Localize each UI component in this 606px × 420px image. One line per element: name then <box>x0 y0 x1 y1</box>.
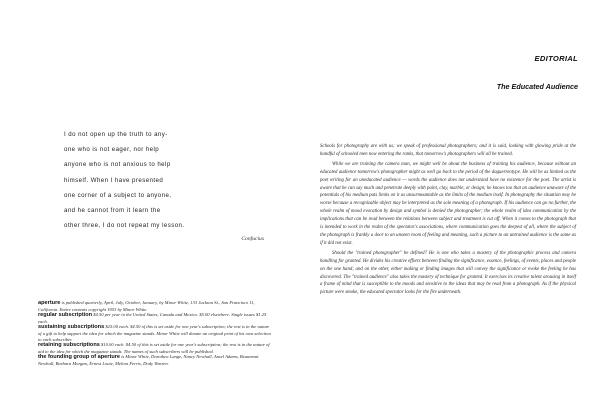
article-paragraph: Schools for photography are with us; we speak of professional photographers; and it is said, looking with glowing pride at the handful of schooled men now entering the ranks, that tomorrow's photographers will all be trained. <box>320 144 576 157</box>
epigraph-quote <box>64 127 264 233</box>
colophon-text: is Minor White, Dorothea Lange, Nancy Newhall, Ansel Adams, Beaumont Newhall, Barbara Morgan, Ernest Louie, Melton Ferris, Dody Warren. <box>38 354 259 366</box>
article-paragraph: While we are training the camera man, we might well be about the business of training his audience, because without an educated audience tomorrow's photographer might as well go back to the period of the daguerreotype. He will be as limited as the poet writing for an uneducated audience — words the audience does not understand have no existence for the poet. The artist is aware that he can say much and penetrate deeply with paint, clay, marble, or design; he knows too that an audience unaware of the potentials of his medium puts limits on it as unsurmountable as the limits of the medium itself. In photography the situation may be worse because a recognizable object may be interpreted as the sole meaning of a photograph. If his audience can go no further, the whole realm of mood evocation by design and symbol is denied the photographer; the whole realm of idea communication by the implications that can be read between the relations between subject and treatment is cut off. When it comes to the photograph that is intended to work in the realm of the spectator's associations, where communication goes the deepest of all, where the subject of the photograph is frankly a door to an unseen room of feeling and meaning, such a picture to an untrained audience is the same as if it did not exist. <box>320 161 576 246</box>
article-body <box>320 143 576 299</box>
colophon <box>38 300 274 367</box>
quote-attribution: Confucius <box>241 236 264 242</box>
colophon-retaining <box>38 342 274 354</box>
quote-line: other three, I do not repeat my lesson. <box>64 222 185 230</box>
article-paragraph: Should the "trained photographer" be defined? He is one who takes a mastery of the photographic process and camera handling for granted. He divides his creative efforts between finding the significance, essence, feelings, of events, places and people on the one hand; and on the other, either making or finding images that will convey the significance or evoke the feeling he has discovered. The "trained audience" also takes the mastery of technique for granted. It exercises its creative talent arousing in itself a frame of mind that is susceptible to the moods and sensitive to the ideas that may be read from a photograph. As if the physical picture were smoke, the educated spectator looks for the fire underneath. <box>320 250 576 296</box>
colophon-text: $4.50 per year in the United States, Canada and Mexico. $5.00 elsewhere. Single issues $1.25 each. <box>38 312 267 324</box>
colophon-heading: regular subscription <box>38 312 93 319</box>
colophon-heading: the founding group of aperture <box>38 354 121 361</box>
quote-line: and he cannot from it learn the <box>64 207 161 215</box>
colophon-heading: aperture <box>38 300 61 306</box>
colophon-publication <box>38 300 274 312</box>
colophon-text: $10.00 each. $4.50 of this is set aside for one year's subscription; the rest is in the nature of aid to the idea for which the magazine stands. The names of such subscribers will be published. <box>38 342 270 354</box>
quote-line: anyone who is not anxious to help <box>64 161 171 169</box>
colophon-heading: retaining subscriptions <box>38 342 100 349</box>
quote-line: one who is not eager, nor help <box>64 146 160 154</box>
colophon-regular <box>38 312 274 324</box>
colophon-heading: sustaining subscriptions <box>38 324 105 331</box>
colophon-text: is published quarterly, April, July, October, January, by Minor White, 133 Jackson St., San Francisco 11, California. Entire contents copyright 1953 by Minor White. <box>38 300 255 312</box>
section-label: EDITORIAL <box>534 54 578 63</box>
quote-line: one corner of a subject to anyone, <box>64 191 172 199</box>
quote-line: I do not open up the truth to any- <box>64 131 168 138</box>
quote-line: himself. When I have presented <box>64 176 164 184</box>
colophon-text: $25.00 each. $4.50 of this is set aside for one year's subscription; the rest is in the nature of a gift to help support the idea for which the magazine stands. Minor White will donate an original print of his own selection to each subscriber. <box>38 324 271 342</box>
article-title: The Educated Audience <box>496 82 578 91</box>
colophon-sustaining <box>38 324 274 342</box>
colophon-founding <box>38 354 274 366</box>
